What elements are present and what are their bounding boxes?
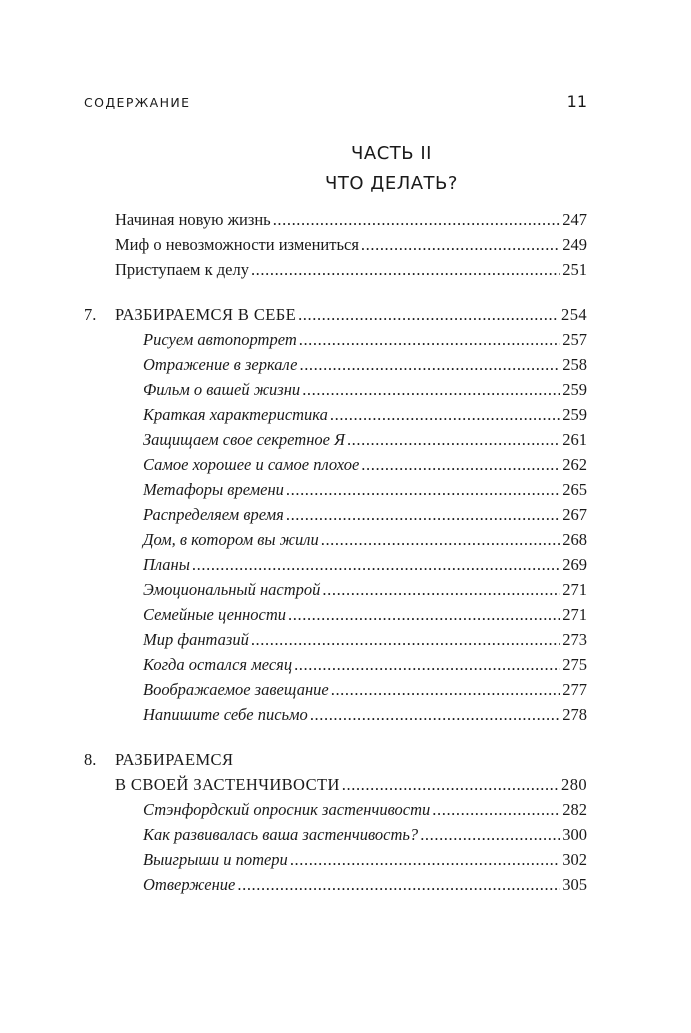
leader-dots — [420, 827, 560, 844]
running-header-title: СОДЕРЖАНИЕ — [84, 95, 191, 110]
toc-entry[interactable] — [115, 212, 587, 229]
toc-subentry[interactable] — [143, 802, 587, 819]
toc-subentry-label: Фильм о вашей жизни — [143, 380, 301, 399]
chapter-entry[interactable] — [115, 777, 587, 794]
leader-dots — [273, 212, 561, 229]
leader-dots — [237, 877, 560, 894]
toc-subentry[interactable] — [143, 532, 587, 549]
toc-subentry-label: Планы — [143, 555, 190, 574]
toc-entry[interactable] — [115, 262, 587, 279]
toc-subentry-page: 271 — [562, 605, 587, 624]
toc-subentry[interactable] — [143, 657, 587, 674]
toc-subentry[interactable] — [143, 382, 587, 399]
chapter-title-line1[interactable]: РАЗБИРАЕМСЯ — [115, 750, 234, 769]
chapter-page: 280 — [561, 775, 587, 794]
toc-subentry-label: Выигрыши и потери — [143, 850, 288, 869]
toc-subentry-page: 261 — [562, 430, 587, 449]
toc-subentry[interactable] — [143, 407, 587, 424]
toc-subentry-page: 277 — [562, 680, 587, 699]
toc-entry-page: 249 — [562, 235, 587, 254]
toc-subentry-label: Рисуем автопортрет — [143, 330, 297, 349]
toc-subentry[interactable] — [143, 357, 587, 374]
leader-dots — [294, 657, 560, 674]
toc-subentry[interactable] — [143, 607, 587, 624]
leader-dots — [361, 457, 560, 474]
part-number: ЧАСТЬ II — [351, 143, 432, 164]
toc-subentry-label: Стэнфордский опросник застенчивости — [143, 800, 431, 819]
toc-subentry-page: 300 — [562, 825, 587, 844]
toc-subentry[interactable] — [143, 432, 587, 449]
leader-dots — [299, 357, 560, 374]
toc-subentry-page: 265 — [562, 480, 587, 499]
toc-subentry[interactable] — [143, 507, 587, 524]
toc-subentry-page: 257 — [562, 330, 587, 349]
leader-dots — [322, 582, 560, 599]
toc-subentry[interactable] — [143, 827, 587, 844]
leader-dots — [299, 332, 561, 349]
toc-subentry[interactable] — [143, 557, 587, 574]
toc-entry-label: Миф о невозможности измениться — [115, 235, 359, 254]
chapter-entry[interactable] — [115, 307, 587, 324]
leader-dots — [347, 432, 560, 449]
toc-subentry-page: 268 — [562, 530, 587, 549]
page-number: 11 — [566, 92, 587, 111]
toc-entry-label: Начиная новую жизнь — [115, 210, 271, 229]
leader-dots — [321, 532, 561, 549]
toc-subentry-label: Отражение в зеркале — [143, 355, 298, 374]
leader-dots — [286, 482, 560, 499]
toc-subentry[interactable] — [143, 877, 587, 894]
toc-subentry-label: Метафоры времени — [143, 480, 284, 499]
toc-entry[interactable] — [115, 237, 587, 254]
toc-subentry-page: 262 — [562, 455, 587, 474]
toc-subentry-page: 278 — [562, 705, 587, 724]
leader-dots — [432, 802, 560, 819]
leader-dots — [192, 557, 560, 574]
leader-dots — [251, 632, 560, 649]
chapter-title-line2: В СВОЕЙ ЗАСТЕНЧИВОСТИ — [115, 775, 340, 794]
toc-subentry[interactable] — [143, 632, 587, 649]
toc-entry-label: Приступаем к делу — [115, 260, 249, 279]
toc-subentry-label: Мир фантазий — [143, 630, 249, 649]
toc-subentry-label: Дом, в котором вы жили — [143, 530, 319, 549]
toc-subentry-label: Как развивалась ваша застенчивость? — [143, 825, 419, 844]
toc-subentry-label: Распределяем время — [143, 505, 284, 524]
toc-subentry-label: Напишите себе письмо — [143, 705, 308, 724]
leader-dots — [331, 682, 561, 699]
toc-subentry-label: Краткая характеристика — [143, 405, 328, 424]
toc-subentry-label: Самое хорошее и самое плохое — [143, 455, 360, 474]
chapter-number: 7. — [84, 305, 97, 324]
toc-subentry-page: 258 — [562, 355, 587, 374]
leader-dots — [361, 237, 560, 254]
toc-subentry-page: 267 — [562, 505, 587, 524]
toc-entry-page: 251 — [562, 260, 587, 279]
leader-dots — [342, 777, 559, 794]
chapter-title: РАЗБИРАЕМСЯ В СЕБЕ — [115, 305, 297, 324]
part-title: ЧТО ДЕЛАТЬ? — [325, 173, 458, 194]
toc-subentry-page: 305 — [562, 875, 587, 894]
leader-dots — [330, 407, 560, 424]
toc-subentry[interactable] — [143, 682, 587, 699]
toc-subentry[interactable] — [143, 582, 587, 599]
toc-subentry-label: Эмоциональный настрой — [143, 580, 321, 599]
toc-subentry[interactable] — [143, 852, 587, 869]
leader-dots — [310, 707, 560, 724]
leader-dots — [290, 852, 560, 869]
toc-subentry-label: Отвержение — [143, 875, 236, 894]
toc-subentry-page: 269 — [562, 555, 587, 574]
toc-subentry-page: 271 — [562, 580, 587, 599]
toc-subentry-label: Воображаемое завещание — [143, 680, 329, 699]
toc-subentry-page: 259 — [562, 380, 587, 399]
toc-subentry[interactable] — [143, 482, 587, 499]
chapter-number: 8. — [84, 750, 97, 769]
toc-subentry-page: 302 — [562, 850, 587, 869]
toc-subentry-label: Семейные ценности — [143, 605, 287, 624]
toc-subentry[interactable] — [143, 332, 587, 349]
toc-subentry-page: 275 — [562, 655, 587, 674]
leader-dots — [288, 607, 560, 624]
toc-subentry-label: Когда остался месяц — [143, 655, 293, 674]
toc-subentry-label: Защищаем свое секретное Я — [143, 430, 345, 449]
running-header — [84, 92, 587, 111]
leader-dots — [298, 307, 559, 324]
toc-entry-page: 247 — [562, 210, 587, 229]
leader-dots — [286, 507, 560, 524]
toc-subentry-page: 259 — [562, 405, 587, 424]
toc-subentry[interactable] — [143, 457, 587, 474]
leader-dots — [302, 382, 560, 399]
toc-subentry[interactable] — [143, 707, 587, 724]
toc-subentry-page: 282 — [562, 800, 587, 819]
chapter-page: 254 — [561, 305, 587, 324]
leader-dots — [251, 262, 560, 279]
toc-subentry-page: 273 — [562, 630, 587, 649]
